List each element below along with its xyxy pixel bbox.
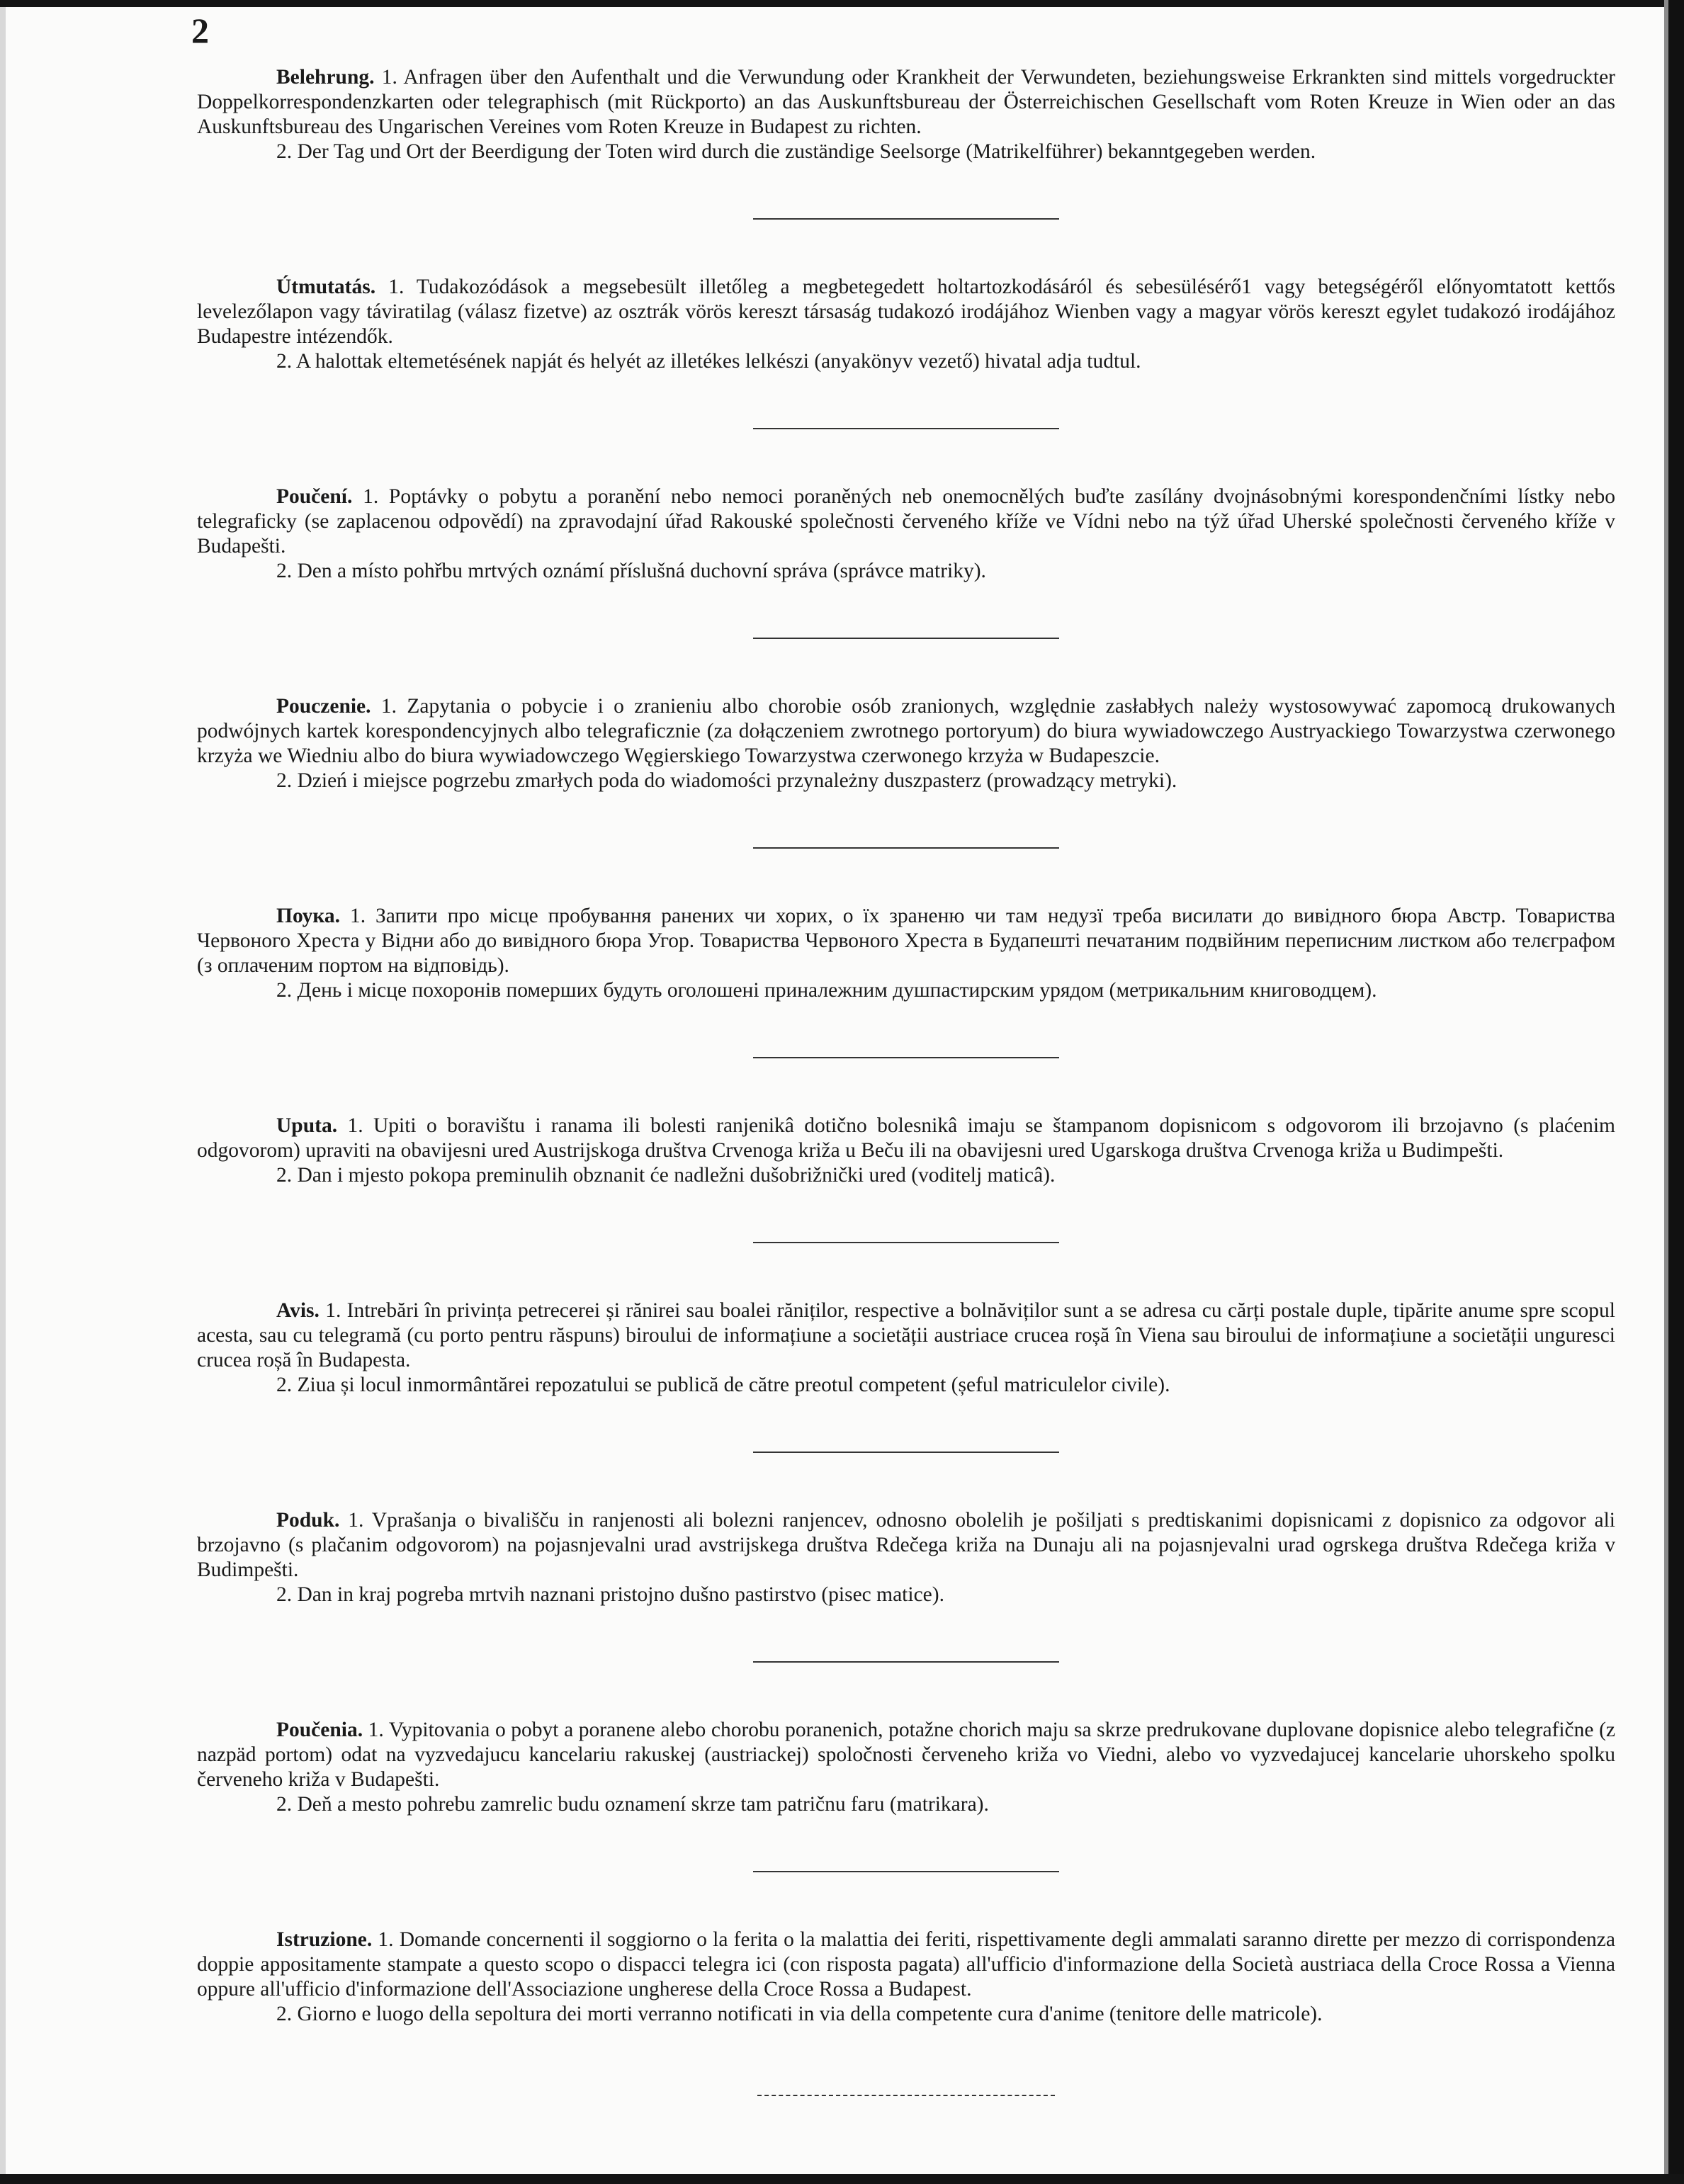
section-divider [753,847,1059,849]
section-heading: Poučenia. [276,1719,363,1741]
section-item-2: 2. Dan i mjesto pokopa preminulih obznanit će nadležni dušobrižnički ured (voditelj maticâ). [276,1164,1056,1187]
section-item-2: 2. Deň a mesto pohrebu zamrelic budu oznamení skrze tam patričnu faru (matrikara). [276,1793,989,1816]
closing-divider [757,2095,1055,2096]
section-item-1: 1. Zapytania o pobycie i o zranieniu albo chorobie osób zranionych, względnie zasłabłych należy wystosowywać zapomocą drukowanych podwójnych kartek korespondencyjnych albo telegraficznie (za dołączeniem zwrotnego portoryum) do biura wywiadowczego Austryackiego Towarzystwa czerwonego krzyża we Wiedniu albo do biura wywiadowczego Węgierskiego Towarzystwa czerwonego krzyża w Budapeszcie. [197,695,1615,767]
section-paragraph-1 [197,485,1615,559]
section-item-1: 1. Domande concernenti il soggiorno o la ferita o la malattia dei feriti, rispettivamente degli ammalati saranno dirette per mezzo di corrispondenza doppie appositamente stampate a questo scopo o dispacci telegra ici (con risposta pagata) all'ufficio d'informazione della Società austriaca della Croce Rossa a Vienna oppure all'ufficio d'informazione dell'Associazione ungherese della Croce Rossa a Budapest. [197,1928,1615,2001]
section-croatian [197,1114,1615,1188]
section-paragraph-1 [197,1298,1615,1373]
section-divider [753,1871,1059,1872]
section-paragraph-1 [197,65,1615,140]
section-divider [753,638,1059,639]
section-german [197,65,1615,164]
section-divider [753,218,1059,220]
section-item-2: 2. Ziua și locul inmormântărei repozatului se publică de către preotul competent (șeful matriculelor civile). [276,1374,1170,1396]
section-item-2: 2. Dan in kraj pogreba mrtvih naznani pristojno dušno pastirstvo (pisec matice). [276,1583,944,1606]
section-heading: Uputa. [276,1114,338,1137]
section-item-1: 1. Tudakozódások a megsebesült illetőleg a megbetegedett holtartozkodásáról és sebesülésérő1 vagy betegségéről előnyomtatott kettős levelezőlapon vagy táviratilag (válasz fizetve) az osztrák vörös kereszt társaság tudakozó irodájához Wienben vagy a magyar vörös kereszt egylet tudakozó irodájához Budapestre intézendők. [197,276,1615,348]
section-item-1: 1. Intrebări în privința petrecerei și rănirei sau boalei răniților, respective a bolnăviților sunt a se adresa cu cărți postale duple, tipărite anume spre scopul acesta, sau cu telegramă (cu porto pentru răspuns) biroului de informațiune a societății austriace crucea roșă în Viena sau biroului de informațiune a societății ungurescі crucea roșă în Budapesta. [197,1299,1616,1371]
scan-edge-left [0,0,6,2184]
section-item-2: 2. Dzień i miejsce pogrzebu zmarłych poda do wiadomości przynależny duszpasterz (prowadzący metryki). [276,769,1177,792]
page-number: 2 [191,11,209,50]
section-heading: Pouczenie. [276,695,371,718]
section-slovenian [197,1508,1615,1607]
section-divider [753,1057,1059,1058]
section-item-1: 1. Vprašanja o bivališču in ranjenosti ali bolezni ranjencev, odnosno obolelih je pošiljati s predtiskanimi dopisnicami z dopisnico za odgovor ali brzojavno (s plačanim odgovorom) na pojasnjevalni urad avstrijskega društva Rdečega križa na Dunaju ali na pojasnjevalni urad ogrskega društva Rdečega križa v Budimpešti. [197,1509,1616,1581]
section-hungarian [197,275,1615,374]
section-paragraph-1 [197,1508,1615,1583]
section-divider [753,1242,1059,1243]
section-paragraph-1 [197,694,1615,769]
section-ruthenian [197,904,1615,1003]
section-divider [753,428,1059,429]
section-heading: Поука. [276,905,340,927]
section-item-2: 2. Den a místo pohřbu mrtvých oznámí příslušná duchovní správa (správce matriky). [276,560,986,582]
scan-edge-bottom [0,2174,1684,2184]
section-paragraph-1 [197,1718,1615,1792]
section-item-1: 1. Anfragen über den Aufenthalt und die Verwundung oder Krankheit der Verwundeten, beziehungsweise Erkrankten sind mittels vorgedruckter Doppelkorrespondenzkarten oder telegraphisch (mit Rückporto) an das Auskunftsbureau der Österreichischen Gesellschaft vom Roten Kreuze in Wien oder an das Auskunftsbureau des Ungarischen Vereines vom Roten Kreuze in Budapest zu richten. [197,66,1615,138]
instructions-body [197,65,1615,2151]
section-heading: Poučení. [276,485,353,508]
section-item-2: 2. День і місце похоронів померших будуть оголошені приналежним душпастирским урядом (метрикальним книговодцем). [276,979,1377,1002]
section-paragraph-1 [197,1928,1615,2002]
section-heading: Avis. [276,1299,320,1322]
section-polish [197,694,1615,793]
section-item-2: 2. Giorno e luogo della sepoltura dei morti verranno notificati in via della competente cura d'anime (tenitore delle matricole). [276,2003,1323,2025]
section-paragraph-1 [197,904,1615,978]
scan-edge-top [0,0,1684,7]
section-item-2: 2. Der Tag und Ort der Beerdigung der Toten wird durch die zuständige Seelsorge (Matrikelführer) bekanntgegeben werden. [276,140,1316,163]
section-item-2: 2. A halottak eltemetésének napját és helyét az illetékes lelkészi (anyakönyv vezető) hivatal adja tudtul. [276,350,1141,373]
section-slovak [197,1718,1615,1817]
scan-edge-right [1668,0,1684,2184]
section-item-1: 1. Vypitovania o pobyt a poranene alebo chorobu poranenich, potažne chorich maju sa skrze predrukovane duplovane dopisnice alebo telegrafične (z nazpäd portom) odat na vyzvedajucu kancelariu rakuskej (austriackej) spoločnosti červeneho križa vo Viedni, alebo vo vyzvedajucej kancelarie uhorskeho spolku červeneho križa v Budapešti. [197,1719,1615,1791]
section-romanian [197,1298,1615,1398]
section-paragraph-1 [197,275,1615,349]
section-divider [753,1661,1059,1663]
section-item-1: 1. Запити про місце пробування ранених чи хорих, о їх зраненю чи там недузї треба висилати до вивідного бюра Австр. Товариства Червоного Хреста у Відни або до вивідного бюра Угор. Товариства Червоного Хреста в Будапешті печатаним подвійним переписним листком або телєграфом (з оплаченим портом на відповідь). [197,905,1616,977]
section-italian [197,1928,1615,2027]
section-heading: Istruzione. [276,1928,373,1951]
section-divider [753,1452,1059,1453]
section-heading: Útmutatás. [276,276,376,298]
section-czech [197,485,1615,584]
section-heading: Belehrung. [276,66,375,89]
section-item-1: 1. Poptávky o pobytu a poranění nebo nemoci poraněných neb onemocnělých buďte zasílány dvojnásobnými korespondenčními lístky nebo telegraficky (se zaplacenou odpovědí) na zpravodajní úřad Rakouské společnosti červeného kříže ve Vídni nebo na týž úřad Uherské společnosti červeného kříže v Budapešti. [197,485,1615,558]
section-paragraph-1 [197,1114,1615,1163]
section-item-1: 1. Upiti o boravištu i ranama ili bolesti ranjenikâ dotično bolesnikâ imaju se štampanom dopisnicom s odgovorom ili brzojavno (s plaćenim odgovorom) upraviti na obavijesni ured Austrijskoga društva Crvenoga križa u Beču ili na obavijesni ured Ugarskoga društva Crvenoga križa u Budimpešti. [197,1114,1616,1162]
section-heading: Poduk. [276,1509,340,1532]
